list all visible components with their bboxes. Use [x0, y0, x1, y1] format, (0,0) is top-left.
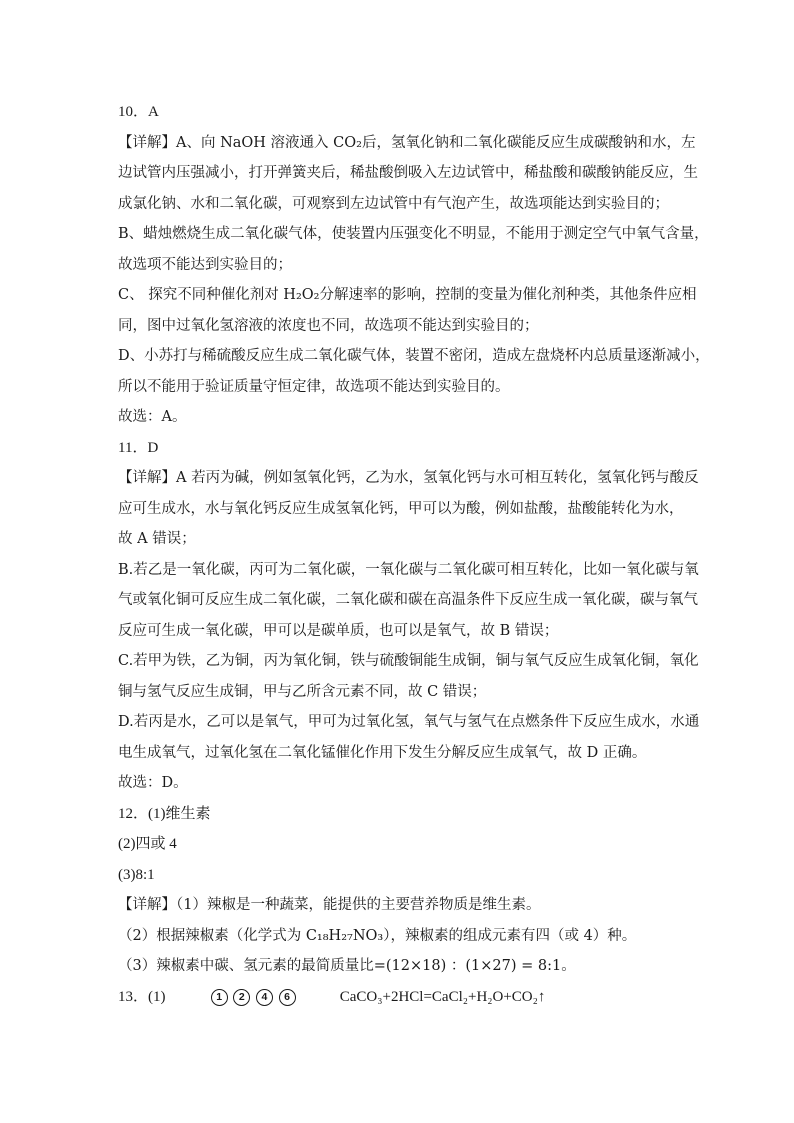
q13-prefix: 13．(1)	[118, 988, 166, 1005]
q10-line-4: B、蜡烛燃烧生成二氧化碳气体，使装置内压强变化不明显，不能用于测定空气中氧气含量，	[118, 226, 709, 242]
q13-equation: CaCO₃+2HCl=CaCl₂+H₂O+CO₂↑	[339, 988, 546, 1005]
q10-line-9: 所以不能用于验证质量守恒定律，故选项不能达到实验目的。	[118, 378, 510, 395]
q12-answer-1: 12．(1)维生素	[118, 805, 211, 822]
q10-conclusion: 故选：A。	[118, 409, 187, 425]
q11-line-3: 故 A 错误；	[118, 531, 196, 547]
answer-content	[118, 97, 710, 1012]
q11-line-9: D.若丙是水，乙可以是氧气，甲可为过氧化氢，氧气与氢气在点燃条件下反应生成水，水通	[118, 714, 700, 730]
q12-answer-3: (3)8:1	[118, 866, 155, 883]
q11-line-1: 【详解】A 若丙为碱，例如氢氧化钙，乙为水，氢氧化钙与水可相互转化，氢氧化钙与酸反	[118, 470, 699, 486]
q11-line-4: B.若乙是一氧化碳，丙可为二氧化碳，一氧化碳与二氧化碳可相互转化，比如一氧化碳与氧	[118, 561, 699, 578]
q10-line-2: 边试管内压强减小，打开弹簧夹后，稀盐酸倒吸入左边试管中，稀盐酸和碳酸钠能反应，生	[118, 165, 698, 181]
q11-line-8: 铜与氢气反应生成铜，甲与乙所含元素不同，故 C 错误；	[118, 683, 487, 700]
q11-line-2: 应可生成水，水与氧化钙反应生成氢氧化钙，甲可以为酸，例如盐酸，盐酸能转化为水，	[118, 500, 684, 517]
circled-number-4: 4	[256, 989, 273, 1006]
q11-line-10: 电生成氧气，过氧化氢在二氧化锰催化作用下发生分解反应生成氧气，故 D 正确。	[118, 744, 647, 761]
q13-answer-line	[118, 982, 688, 1013]
q12-line-3: （3）辣椒素中碳、氢元素的最简质量比=(12×18) ：(1×27) = 8:1。	[118, 958, 576, 974]
q10-line-7: 同，图中过氧化氢溶液的浓度也不同，故选项不能达到实验目的；	[118, 317, 539, 334]
circled-number-6: 6	[279, 989, 296, 1006]
q10-answer: 10．A	[118, 104, 159, 120]
q11-answer: 11．D	[118, 439, 159, 456]
q12-answer-2: (2)四或 4	[118, 836, 177, 852]
circled-number-1: 1	[211, 989, 228, 1006]
q11-line-5: 气或氧化铜可反应生成二氧化碳，二氧化碳和碳在高温条件下反应生成一氧化碳，碳与氧气	[118, 592, 698, 608]
q12-line-1: 【详解】（1）辣椒是一种蔬菜，能提供的主要营养物质是维生素。	[118, 897, 541, 913]
q10-line-1: 【详解】A、向 NaOH 溶液通入 CO₂后，氢氧化钠和二氧化碳能反应生成碳酸钠和水，左	[118, 134, 696, 151]
q11-conclusion: 故选：D。	[118, 775, 188, 791]
q11-line-6: 反应可生成一氧化碳，甲可以是碳单质，也可以是氧气，故 B 错误；	[118, 622, 559, 639]
circled-number-2: 2	[233, 989, 250, 1006]
q10-line-8: D、小苏打与稀硫酸反应生成二氧化碳气体，装置不密闭，造成左盘烧杯内总质量逐渐减小，	[118, 348, 710, 364]
q11-line-7: C.若甲为铁，乙为铜，丙为氧化铜，铁与硫酸铜能生成铜，铜与氧气反应生成氧化铜，氧化	[118, 653, 699, 669]
q10-line-3: 成氯化钠、水和二氧化碳，可观察到左边试管中有气泡产生，故选项能达到实验目的；	[118, 195, 669, 212]
q10-line-5: 故选项不能达到实验目的；	[118, 256, 292, 273]
q12-line-2: （2）根据辣椒素（化学式为 C₁₈H₂₇NO₃），辣椒素的组成元素有四（或 4）种。	[118, 927, 637, 944]
q10-line-6: C、 探究不同种催化剂对 H₂O₂分解速率的影响，控制的变量为催化剂种类，其他条件应相	[118, 287, 697, 303]
